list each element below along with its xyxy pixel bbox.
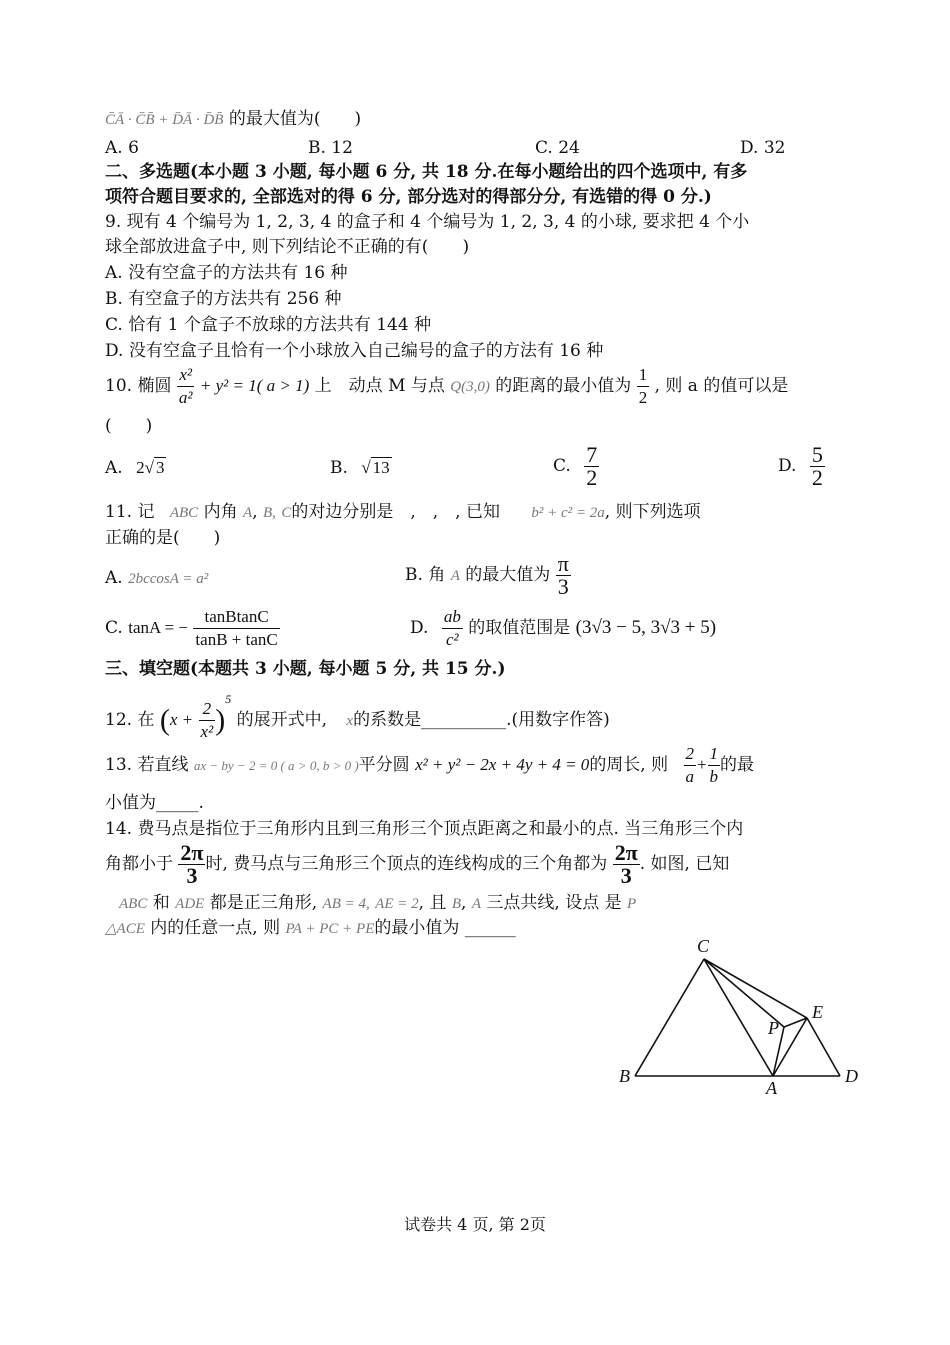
q14-l2a: 角都小于 [105,854,173,874]
q14-triangle-abc: ABC [119,896,148,912]
q14-and2: , 且 [418,893,447,913]
q11-option-b-label: B. 角 [405,565,446,585]
q11-option-c-label: C. [105,618,123,638]
q14-l2c: . 如图, 已知 [639,854,730,874]
q11-option-b-text: 的最大值为 [465,565,551,585]
q11-option-c-lhs: tanA = − [128,618,189,637]
q11-option-b-fraction [556,553,571,598]
q12-suffix: 的系数是__________.(用数字作答) [353,710,610,730]
label-a: A [766,1078,777,1098]
q10-option-a-label: A. [105,458,123,478]
q14-ab-length: AB = 4, [322,896,370,912]
q12-prefix: 12. 在 [105,710,155,730]
q13-suffix: 的最 [720,755,755,775]
q10-ellipse-den: a² [178,388,193,407]
q14-angle-den-1: 3 [186,863,198,888]
q14-figure [600,930,880,1105]
section3-instruction: 三、填空题(本题共 3 小题, 每小题 5 分, 共 15 分.) [105,659,506,679]
q11-option-d-range: (3√3 − 5, 3√3 + 5) [575,617,717,638]
q13-fraction-1 [684,743,697,788]
section2-instruction-line2: 项符合题目要求的, 全部选对的得 6 分, 部分选对的得部分分, 有选错的得 0 分.) [105,187,712,207]
q9-option-c: C. 恰有 1 个盒子不放球的方法共有 144 种 [105,315,432,335]
segment-ed [807,1018,840,1076]
q14-stem-line2 [105,842,729,887]
q14-angle-fraction-2 [613,842,640,887]
q9-stem-line1: 9. 现有 4 个编号为 1, 2, 3, 4 的盒子和 4 个编号为 1, 2, 3, 4 的小球, 要求把 4 个小 [105,212,750,232]
q14-is: 是 [604,893,622,913]
q10-ellipse-num: x² [177,364,195,387]
page-footer: 试卷共 4 页, 第 2页 [404,1215,546,1234]
q8-stem [105,107,850,132]
q11-option-d-num: ab [442,606,463,629]
q13-f2-num: 1 [708,743,721,766]
q8-text: 的最大值为( ) [228,109,362,129]
label-c: C [697,936,710,956]
q14-triangle-ace: △ACE [105,921,145,937]
q12-var: x [346,713,354,729]
q13-fraction-2 [708,743,721,788]
q14-l4b: 内的任意一点, 则 [150,918,281,938]
q13-f1-den: a [685,767,695,786]
q14-equilateral-text: 都是正三角形, [209,893,318,913]
q14-comma: , [461,893,467,913]
q10-option-a-coef: 2 [136,458,145,477]
q10-option-d-label: D. [778,456,797,476]
q14-stem-line3 [105,891,636,916]
q8-option-d: D. 32 [740,138,786,158]
q14-point-p: P [627,896,637,912]
q11-option-d-den: c² [446,630,459,649]
q10-prefix: 10. 椭圆 [105,376,172,396]
q14-l2b: 时, 费马点与三角形三个顶点的连线构成的三个角都为 [205,854,608,874]
q12-close-paren: ) [215,703,226,737]
q14-distance-sum: PA + PC + PE [285,921,375,937]
q11-option-a-expr: 2bccosA = a² [128,571,209,587]
q11-comma: , [252,502,258,522]
q13-circle-equation: x² + y² − 2x + 4y + 4 = 0 [415,755,590,774]
q13-plus: + [696,755,708,774]
segment-bc [635,959,704,1076]
q10-option-d-fraction [810,444,825,489]
q12-fraction [199,698,216,743]
q10-suffix: , 则 a 的值可以是 [654,376,789,396]
q11-option-d-text: 的取值范围是 [468,618,571,638]
q10-paren: ( ) [105,416,153,436]
q11-condition: b² + c² = 2a [531,505,605,521]
segment-ca [704,959,773,1076]
q14-point-b: B [451,896,461,912]
q10-option-d-den: 2 [811,465,823,490]
q11-option-d-label: D. [410,618,429,638]
q13-mid: 平分圆 [358,755,410,775]
q12-frac-num: 2 [199,698,216,721]
q9-stem-line2: 球全部放进盒子中, 则下列结论不正确的有( ) [105,237,470,257]
q13-stem [105,743,754,788]
q10-point: Q(3,0) [450,379,490,395]
q11-stem-line2: 正确的是( ) [105,528,221,548]
q11-option-d-fraction [442,606,463,651]
segment-ce [704,959,807,1018]
label-p: P [768,1018,779,1038]
q12-mid: 的展开式中, [236,710,328,730]
q10-option-d [778,444,825,489]
q10-half-fraction [637,364,650,409]
q14-collinear-text: 三点共线, 设点 [486,893,600,913]
q14-stem-line4 [105,916,516,941]
q11-option-b-den: 3 [557,574,569,599]
q8-option-b: B. 12 [308,138,353,158]
q13-f1-num: 2 [684,743,697,766]
q10-option-a-value: 2√ 3 [136,458,165,477]
label-e: E [812,1002,823,1022]
q13-f2-den: b [709,767,719,786]
q12-frac-den: x² [200,722,214,741]
q9-option-a: A. 没有空盒子的方法共有 16 种 [105,263,348,283]
q10-dist: 的距离的最小值为 [495,376,632,396]
q11-stem-line1 [105,500,701,525]
q11-option-c-den: tanB + tanC [195,630,278,649]
q10-ellipse-rest: + y² = 1( a > 1) [199,376,310,395]
q10-mid: 上 动点 M 与点 [314,376,445,396]
q10-stem [105,364,788,409]
q14-angle-num-1: 2π [180,840,204,865]
q13-line-equation: ax − by − 2 = 0 ( a > 0, b > 0 ) [193,758,359,773]
q11-angle-b: B, [263,505,276,521]
q14-angle-num-2: 2π [614,840,638,865]
q11-option-d [410,606,716,651]
q11-angle-c: C [281,505,292,521]
label-b: B [619,1066,630,1086]
q14-angle-den-2: 3 [620,863,632,888]
q11-suffix: , 则下列选项 [604,502,701,522]
q10-ellipse-fraction [177,364,195,409]
q13-prefix: 13. 若直线 [105,755,189,775]
q10-option-b [330,456,392,480]
q11-prefix: 11. 记 [105,502,155,522]
q13-mid2: 的周长, 则 [589,755,669,775]
q8-vector-expression: C̄Ā · C̄B̄ + D̄Ā · D̄B̄ [105,112,224,128]
q14-l4d: 的最小值为 ______ [374,918,516,938]
q10-option-b-radicand: 13 [372,458,390,477]
q11-angle-a: A [243,505,253,521]
q11-option-c-num: tanBtanC [193,606,279,629]
q10-option-a-radicand: 3 [155,458,165,477]
label-d: D [845,1066,858,1086]
q10-option-c-den: 2 [586,465,598,490]
q14-point-a: A [471,896,481,912]
q14-ae-length: AE = 2 [375,896,419,912]
q10-option-c-fraction [584,444,599,489]
q8-option-a: A. 6 [105,138,139,158]
q13-stem-line2: 小值为_____. [105,793,204,813]
q12-stem [105,687,610,743]
q11-angle-text: 内角 [203,502,238,522]
q9-option-b: B. 有空盒子的方法共有 256 种 [105,289,342,309]
q10-option-a [105,456,166,480]
q10-half-num: 1 [637,364,650,387]
q12-power: 5 [225,692,232,706]
q11-sides-text: 的对边分别是 , , , 已知 [291,502,500,522]
q10-half-den: 2 [638,388,648,407]
q14-and: 和 [152,893,170,913]
q12-inner: x + [169,710,194,729]
q11-option-c-fraction [193,606,279,651]
q14-angle-fraction-1 [178,842,205,887]
q10-option-c-num: 7 [586,442,598,467]
q10-option-d-num: 5 [811,442,823,467]
q11-triangle: ABC [169,505,199,521]
q11-option-c [105,606,280,651]
q10-option-b-label: B. [330,458,348,478]
segment-cp [704,959,784,1027]
q12-open-paren: ( [159,703,170,737]
section2-instruction-line1: 二、多选题(本小题 3 小题, 每小题 6 分, 共 18 分.在每小题给出的四个选项中, 有多 [105,162,748,182]
q11-option-b [405,553,571,598]
q14-triangle-ade: ADE [175,896,205,912]
q10-option-c-label: C. [553,456,571,476]
q11-option-b-num: π [557,551,569,576]
q14-stem-line1: 14. 费马点是指位于三角形内且到三角形三个顶点距离之和最小的点. 当三角形三个内 [105,819,744,839]
q10-option-b-value: √ 13 [361,458,390,477]
q11-option-a-label: A. [105,568,123,588]
q8-option-c: C. 24 [535,138,580,158]
q11-option-a [105,566,208,591]
q9-option-d: D. 没有空盒子且恰有一个小球放入自己编号的盒子的方法有 16 种 [105,341,604,361]
q10-option-c [553,444,599,489]
q11-option-b-var: A [450,568,460,584]
